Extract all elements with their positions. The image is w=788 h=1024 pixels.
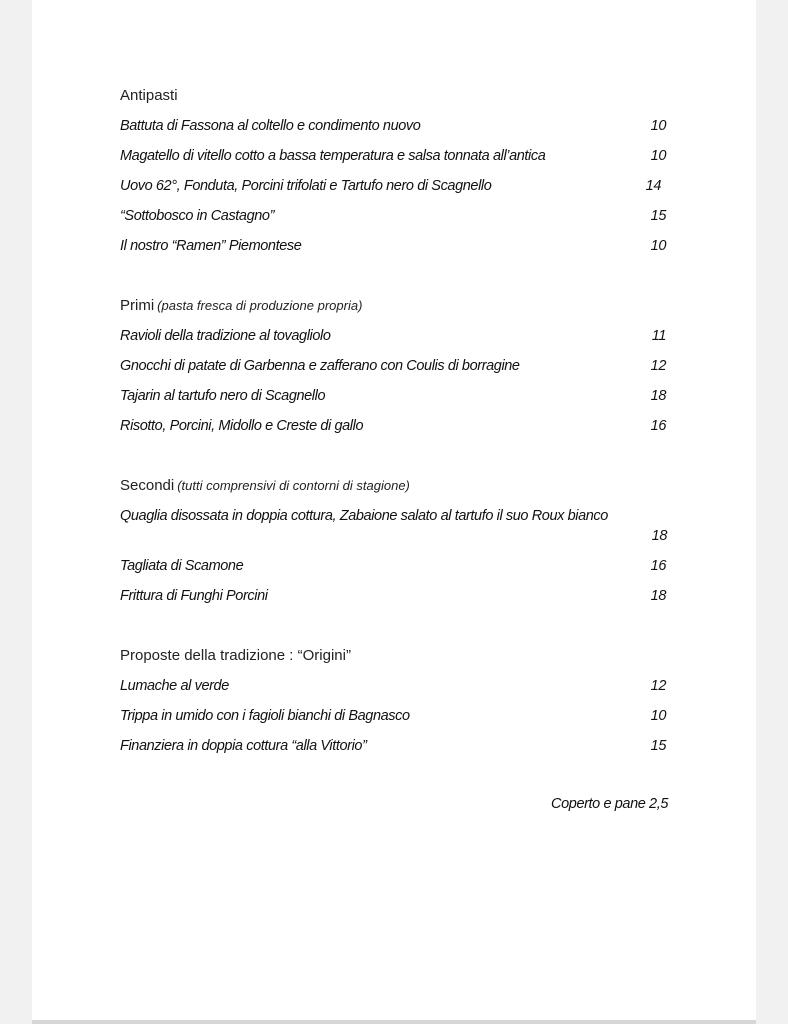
item-name: Lumache al verde xyxy=(120,678,229,694)
section-note: (pasta fresca di produzione propria) xyxy=(157,298,363,313)
item-price: 12 xyxy=(650,678,666,694)
item-name: Gnocchi di patate di Garbenna e zafferano con Coulis di borragine xyxy=(120,358,520,374)
section-title: Proposte della tradizione : “Origini” xyxy=(120,647,351,664)
menu-item xyxy=(120,586,666,606)
item-price: 18 xyxy=(651,528,667,544)
item-price: 18 xyxy=(650,588,666,604)
item-price: 10 xyxy=(650,148,666,164)
menu-item xyxy=(120,356,666,376)
item-name: “Sottobosco in Castagno” xyxy=(120,208,275,224)
item-name: Magatello di vitello cotto a bassa temperatura e salsa tonnata all’antica xyxy=(120,148,546,164)
item-price: 14 xyxy=(645,178,661,194)
menu-item xyxy=(120,676,666,696)
menu-item xyxy=(120,386,666,406)
item-price: 10 xyxy=(650,118,666,134)
item-price: 12 xyxy=(650,358,666,374)
section-title: Primi xyxy=(120,297,155,314)
menu-item xyxy=(120,706,666,726)
item-name: Battuta di Fassona al coltello e condimento nuovo xyxy=(120,118,421,134)
coperto-note: Coperto e pane 2,5 xyxy=(551,796,668,812)
item-name: Risotto, Porcini, Midollo e Creste di gallo xyxy=(120,418,364,434)
item-price: 10 xyxy=(650,238,666,254)
item-name: Ravioli della tradizione al tovagliolo xyxy=(120,328,331,344)
menu-item xyxy=(120,146,666,166)
item-name: Tajarin al tartufo nero di Scagnello xyxy=(120,388,326,404)
section-header-antipasti xyxy=(120,87,178,105)
menu-item xyxy=(120,116,666,136)
item-name: Finanziera in doppia cottura “alla Vittorio” xyxy=(120,738,367,754)
item-price: 15 xyxy=(650,208,666,224)
section-note: (tutti comprensivi di contorni di stagione) xyxy=(177,478,410,493)
menu-item xyxy=(120,176,666,196)
page-bottom-edge xyxy=(32,1020,756,1024)
item-name: Trippa in umido con i fagioli bianchi di Bagnasco xyxy=(120,708,410,724)
item-price: 16 xyxy=(650,418,666,434)
item-name: Tagliata di Scamone xyxy=(120,558,244,574)
menu-item xyxy=(120,326,666,346)
section-header-secondi xyxy=(120,477,410,495)
menu-item xyxy=(120,206,666,226)
section-header-primi xyxy=(120,297,362,315)
section-header-proposte xyxy=(120,647,351,665)
item-name: Frittura di Funghi Porcini xyxy=(120,588,268,604)
menu-item xyxy=(120,416,666,436)
item-price: 16 xyxy=(650,558,666,574)
item-name: Il nostro “Ramen” Piemontese xyxy=(120,238,302,254)
section-title: Secondi xyxy=(120,477,175,494)
menu-item xyxy=(120,236,666,256)
item-name: Quaglia disossata in doppia cottura, Zabaione salato al tartufo il suo Roux bianco xyxy=(120,508,608,524)
menu-item xyxy=(120,506,667,544)
menu-item xyxy=(120,736,666,756)
item-name: Uovo 62°, Fonduta, Porcini trifolati e Tartufo nero di Scagnello xyxy=(120,178,492,194)
item-price: 15 xyxy=(650,738,666,754)
item-price: 11 xyxy=(651,328,666,344)
menu-item xyxy=(120,556,666,576)
item-price: 18 xyxy=(650,388,666,404)
section-title: Antipasti xyxy=(120,87,178,104)
item-price: 10 xyxy=(650,708,666,724)
